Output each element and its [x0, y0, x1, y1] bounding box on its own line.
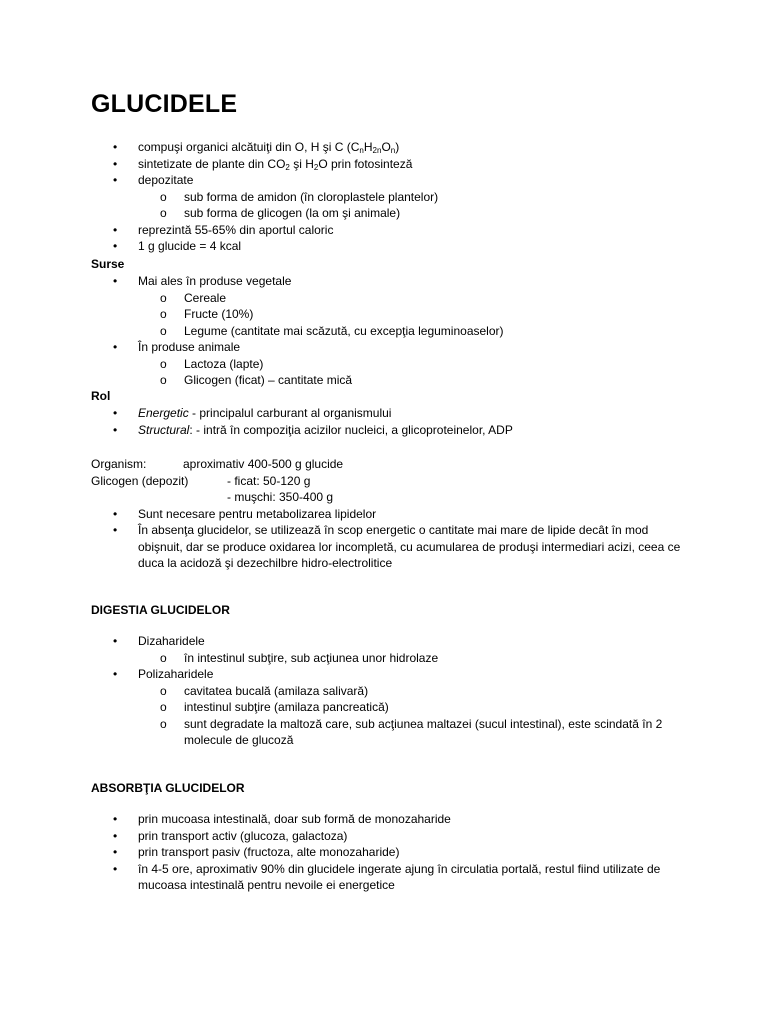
- muscle-line: - muşchi: 350-400 g: [227, 490, 334, 504]
- bullet-icon: •: [113, 506, 118, 521]
- list-item: • depozitate: [113, 173, 194, 187]
- bullet-icon: •: [113, 173, 118, 187]
- rol-section: [0, 405, 768, 438]
- circle-bullet-icon: o: [160, 206, 167, 220]
- list-item: • compuşi organici alcătuiţi din O, H şi C $(C_nH_{2n}O_n)$: [113, 140, 400, 155]
- organism-line: Organism: aproximativ 400-500 g glucide: [91, 457, 344, 471]
- list-item: • Polizaharidele: [113, 667, 214, 681]
- sub-list-item: o Legume (cantitate mai scăzută, cu excepţia leguminoaselor): [160, 323, 504, 338]
- section-heading-surse: Surse: [91, 257, 125, 271]
- bullet-icon: •: [113, 274, 118, 288]
- bullet-icon: •: [113, 667, 118, 681]
- sub-list-item: o Cereale: [160, 290, 227, 305]
- bullet-icon: •: [113, 523, 118, 537]
- bullet-icon: •: [113, 845, 118, 859]
- sub-list-item: o Fructe (10%): [160, 307, 254, 321]
- sub-list-item: o Glicogen (ficat) – cantitate mică: [160, 373, 353, 387]
- list-item: • prin transport pasiv (fructoza, alte monozaharide): [113, 845, 400, 859]
- glycogen-line: Glicogen (depozit) - ficat: 50-120 g: [91, 473, 311, 488]
- circle-bullet-icon: o: [160, 189, 167, 204]
- bullet-icon: •: [113, 406, 118, 420]
- bullet-icon: •: [113, 140, 118, 154]
- list-item: • Energetic - principalul carburant al organismului: [113, 406, 392, 420]
- bullet-icon: •: [113, 340, 118, 354]
- bullet-icon: •: [113, 156, 118, 171]
- list-item: • Mai ales în produse vegetale: [113, 274, 292, 288]
- list-item: • reprezintă 55-65% din aportul caloric: [113, 222, 334, 237]
- sub-list-item: o în intestinul subţire, sub acţiunea unor hidrolaze: [160, 650, 439, 665]
- list-item: • Structural: - intră în compoziţia acizilor nucleici, a glicoproteinelor, ADP: [113, 422, 513, 437]
- bullet-icon: •: [113, 222, 118, 237]
- bullet-icon: •: [113, 634, 118, 648]
- circle-bullet-icon: o: [160, 683, 167, 698]
- list-item: • În produse animale: [113, 340, 241, 354]
- list-item: • prin transport activ (glucoza, galactoza): [113, 828, 348, 843]
- list-item: • sintetizate de plante din $CO_2$ şi $H_2O$ prin fotosinteză: [113, 156, 413, 172]
- surse-section: [0, 273, 768, 389]
- organism-section: [0, 456, 768, 572]
- list-item: • 1 g glucide = 4 kcal: [113, 239, 242, 253]
- circle-bullet-icon: o: [160, 373, 167, 387]
- circle-bullet-icon: o: [160, 356, 167, 371]
- page-title: GLUCIDELE: [91, 90, 238, 118]
- bullet-icon: •: [113, 239, 118, 253]
- bullet-icon: •: [113, 422, 118, 437]
- bullet-icon: •: [113, 828, 118, 843]
- list-item: • prin mucoasa intestinală, doar sub formă de monozaharide: [113, 812, 451, 826]
- circle-bullet-icon: o: [160, 323, 167, 338]
- sub-list-item: o cavitatea bucală (amilaza salivară): [160, 683, 369, 698]
- bullet-icon: •: [113, 861, 118, 876]
- sub-list-item: o Lactoza (lapte): [160, 356, 264, 371]
- circle-bullet-icon: o: [160, 290, 167, 305]
- list-item: • în 4-5 ore, aproximativ 90% din glucidele ingerate ajung în circulatia portală, restul fiind utilizate de mucoasa intestinală pentru nevoile ei energetice: [113, 861, 661, 892]
- circle-bullet-icon: o: [160, 716, 167, 731]
- sub-list-item: o sunt degradate la maltoză care, sub acţiunea maltazei (sucul intestinal), este scindată în 2 molecule de glucoză: [160, 716, 663, 747]
- sub-list-item: o sub forma de amidon (în cloroplastele plantelor): [160, 189, 439, 204]
- sub-list-item: o sub forma de glicogen (la om şi animale): [160, 206, 401, 220]
- digestia-section: [0, 633, 768, 749]
- bullet-icon: •: [113, 812, 118, 826]
- circle-bullet-icon: o: [160, 650, 167, 665]
- circle-bullet-icon: o: [160, 307, 167, 321]
- section-heading-rol: Rol: [91, 389, 111, 403]
- list-item: • În absenţa glucidelor, se utilizează în scop energetic o cantitate mai mare de lipide decât în mod obişnuit, dar se produce oxidarea lor incompletă, cu acumularea de produşi intermediari acizi, ceea ce duca la acidoză şi dezechilbre hidro-electrolitice: [113, 523, 681, 570]
- absorbtia-section: [0, 811, 768, 894]
- circle-bullet-icon: o: [160, 700, 167, 714]
- section-heading-absorbtia: ABSORBŢIA GLUCIDELOR: [91, 781, 245, 795]
- list-item: • Dizaharidele: [113, 634, 205, 648]
- intro-section: [0, 139, 768, 255]
- list-item: • Sunt necesare pentru metabolizarea lipidelor: [113, 506, 377, 521]
- sub-list-item: o intestinul subţire (amilaza pancreatică): [160, 700, 389, 714]
- section-heading-digestia: DIGESTIA GLUCIDELOR: [91, 603, 230, 617]
